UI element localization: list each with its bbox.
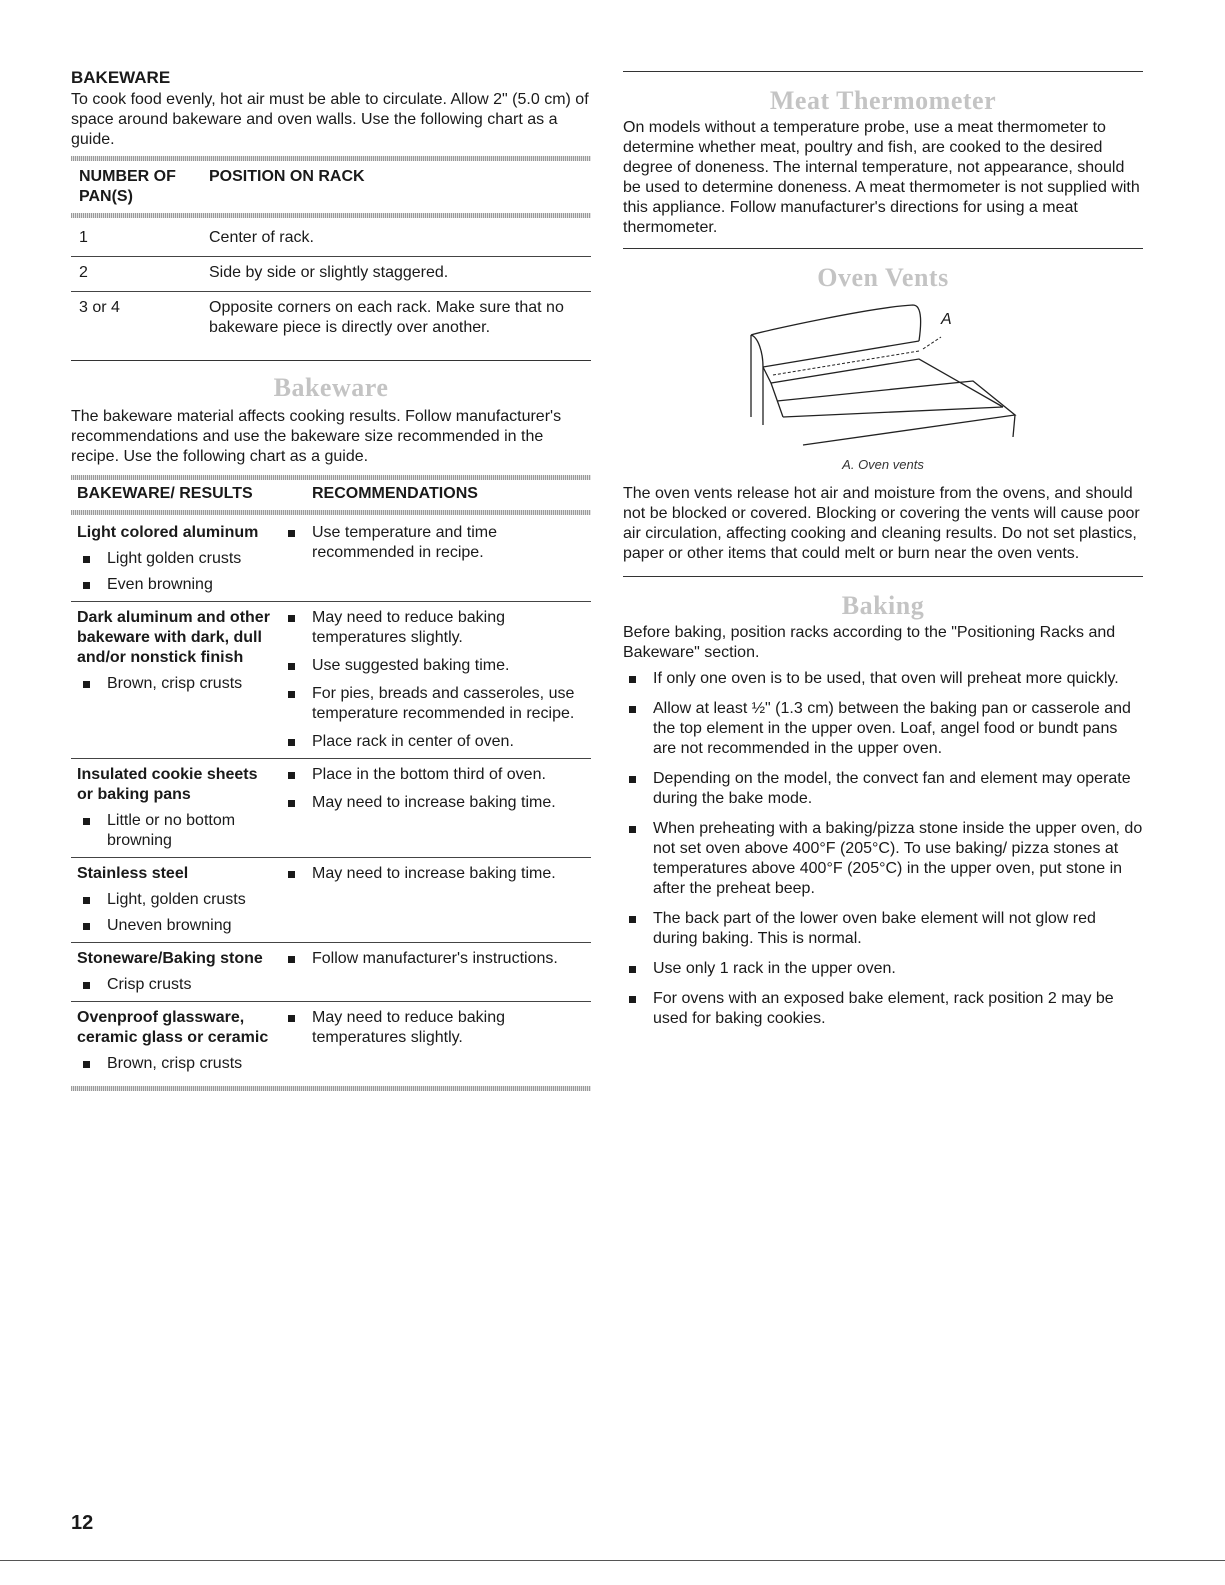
baking-intro: Before baking, position racks according to the "Positioning Racks and Bakeware" section. [623, 624, 1116, 661]
recommendation-item: Place in the bottom third of oven. [282, 765, 591, 785]
bakeware-name: Light colored aluminum [77, 524, 259, 541]
baking-bullet: Depending on the model, the convect fan and element may operate during the bake mode. [623, 769, 1143, 809]
oven-vent-drawing [623, 297, 1143, 457]
oven-vents-text: The oven vents release hot air and moisture from the ovens, and should not be blocked or covered. Blocking or covering the vents will cause poor air circulation, affecting cooking and cleaning results. Do not set plastics, paper or other items that could melt or burn near the oven vents. [623, 485, 1140, 562]
table-row [71, 1002, 591, 1080]
table-top-shade [71, 475, 591, 480]
page-number: 12 [71, 1512, 94, 1534]
material-table-header [71, 484, 591, 504]
baking-bullet: Use only 1 rack in the upper oven. [623, 959, 1143, 979]
pan-table-header [71, 167, 591, 207]
bakeware-intro: To cook food evenly, hot air must be able to circulate. Allow 2" (5.0 cm) of space around bakeware and oven walls. Use the following chart as a guide. [71, 91, 589, 148]
recommendations-cell [282, 864, 591, 936]
bakeware-name: Ovenproof glassware, ceramic glass or ceramic [77, 1009, 269, 1046]
recommendations-cell [282, 949, 591, 995]
section-rule [623, 576, 1143, 577]
recommendation-item: May need to reduce baking temperatures slightly. [282, 1008, 591, 1048]
table-row [71, 292, 591, 338]
result-item: Little or no bottom browning [77, 811, 272, 851]
vent-callout-label: A [941, 311, 952, 328]
left-column [71, 0, 591, 1091]
vent-caption: A. Oven vents [842, 457, 924, 472]
pan-table-body [71, 218, 591, 338]
recommendation-item: May need to increase baking time. [282, 864, 591, 884]
recommendations-cell [282, 608, 591, 752]
result-item: Brown, crisp crusts [77, 1054, 272, 1074]
right-column [623, 0, 1143, 1029]
recommendations-cell [282, 765, 591, 851]
pan-table [71, 167, 591, 207]
pan-number: 3 or 4 [79, 299, 120, 316]
bakeware-heading: BAKEWARE [71, 68, 171, 87]
section-rule [623, 71, 1143, 72]
result-item: Crisp crusts [77, 975, 272, 995]
table-row [71, 257, 591, 291]
recommendation-item: May need to reduce baking temperatures slightly. [282, 608, 591, 648]
result-item: Even browning [77, 575, 272, 595]
pan-position: Side by side or slightly staggered. [209, 264, 449, 281]
bakeware-cell [71, 864, 282, 936]
result-item: Light, golden crusts [77, 890, 272, 910]
table-row [71, 759, 591, 857]
recommendation-item: Follow manufacturer's instructions. [282, 949, 591, 969]
bakeware-cell [71, 949, 282, 995]
meat-thermometer-title: Meat Thermometer [769, 86, 997, 115]
recommendation-item: Place rack in center of oven. [282, 732, 591, 752]
table-row [71, 515, 591, 601]
bakeware-title: Bakeware [273, 373, 389, 402]
recommendations-cell [282, 1008, 591, 1074]
recommendation-item: Use suggested baking time. [282, 656, 591, 676]
meat-thermometer-text: On models without a temperature probe, use a meat thermometer to determine whether meat, poultry and fish, are cooked to the desired degree of doneness. The internal temperature, not appearance, should be used to determine doneness. A meat thermometer is not supplied with this appliance. Follow manufacturer's directions for using a meat thermometer. [623, 119, 1140, 236]
page-bottom-rule [0, 1560, 1225, 1561]
bakeware-name: Insulated cookie sheets or baking pans [77, 766, 258, 803]
recommendations-cell [282, 523, 591, 595]
baking-bullets [623, 669, 1143, 1029]
recommendation-item: Use temperature and time recommended in recipe. [282, 523, 591, 563]
bakeware-cell [71, 1008, 282, 1074]
bakeware-name: Stainless steel [77, 865, 189, 882]
baking-bullet: If only one oven is to be used, that oven will preheat more quickly. [623, 669, 1143, 689]
table-bottom-shade [71, 1086, 591, 1091]
bakeware-name: Dark aluminum and other bakeware with dark, dull and/or nonstick finish [77, 609, 270, 666]
material-intro: The bakeware material affects cooking results. Follow manufacturer's recommendations and use the bakeware size recommended in the recipe. Use the following chart as a guide. [71, 408, 562, 465]
header-recommendations: RECOMMENDATIONS [312, 485, 478, 502]
table-row [71, 943, 591, 1001]
table-top-shade [71, 156, 591, 161]
pan-number: 1 [79, 229, 88, 246]
recommendation-item: For pies, breads and casseroles, use temperature recommended in recipe. [282, 684, 591, 724]
pan-position: Opposite corners on each rack. Make sure that no bakeware piece is directly over another. [209, 299, 564, 336]
bakeware-cell [71, 765, 282, 851]
oven-vents-title: Oven Vents [817, 263, 949, 292]
result-item: Brown, crisp crusts [77, 674, 272, 694]
table-row [71, 602, 591, 758]
baking-bullet: Allow at least ½" (1.3 cm) between the baking pan or casserole and the top element in the upper oven. Loaf, angel food or bundt pans are not recommended in the upper oven. [623, 699, 1143, 759]
table-row [71, 218, 591, 256]
pan-position: Center of rack. [209, 229, 314, 246]
section-rule [623, 248, 1143, 249]
recommendation-item: May need to increase baking time. [282, 793, 591, 813]
baking-bullet: The back part of the lower oven bake element will not glow red during baking. This is normal. [623, 909, 1143, 949]
header-position: POSITION ON RACK [209, 168, 365, 185]
baking-title: Baking [841, 591, 925, 620]
section-rule [71, 360, 591, 361]
table-row [71, 858, 591, 942]
baking-bullet: For ovens with an exposed bake element, rack position 2 may be used for baking cookies. [623, 989, 1143, 1029]
material-table [71, 515, 591, 1080]
pan-number: 2 [79, 264, 88, 281]
header-number: NUMBER OF PAN(S) [79, 168, 176, 205]
bakeware-name: Stoneware/Baking stone [77, 950, 263, 967]
result-item: Uneven browning [77, 916, 272, 936]
baking-bullet: When preheating with a baking/pizza stone inside the upper oven, do not set oven above 400°F (205°C). To use baking/ pizza stones at temperatures above 400°F (205°C) in the upper oven, put stone in after the preheat beep. [623, 819, 1143, 899]
bakeware-cell [71, 523, 282, 595]
header-bakeware: BAKEWARE/ RESULTS [77, 485, 253, 502]
bakeware-cell [71, 608, 282, 752]
result-item: Light golden crusts [77, 549, 272, 569]
oven-vent-illustration [623, 297, 1143, 457]
